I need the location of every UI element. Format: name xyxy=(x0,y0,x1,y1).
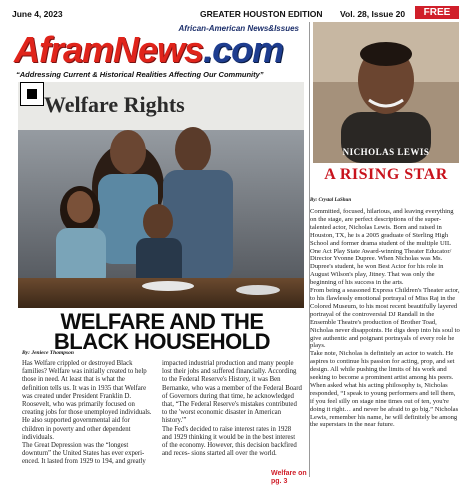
family-photo xyxy=(18,82,304,308)
side-article-body: Committed, focused, hilarious, and leaving everything on the stage, are perfect descriptions of the super-talented actor, Nicholas Lewis. Born and raised in Houston, TX, he is a 2005 graduate of Sterling High School and former drama student of the multiple UIL One Act Play State Award-winning Theater Educator/ Director Yvonne Dupree. When Nicholas was Ms. Dupree's student, he won Best Actor for his role in August Wilson's play, Jitney. That was only the beginning of his success in the arts. From being a seasoned Express Children's Theater actor, to his flawlessly emotional portrayal of Miss Raj in the Colored Museum, to his most recent beautifully layered portrayal of the controversial DJ Randall in the Ensemble Theatre's production of Brother Toad, Nicholas never disappoints. He digs deep into his soul to give authentic and poignant portrayals of every role he plays. Take note, Nicholas is definitely an actor to watch. He aspires to continue his passion for acting, prop, and set design. All while pushing the limits of his work and seeking to become a prominent artist among his peers. When asked what his acting philosophy is, Nicholas responded, “I speak to young performers and tell them, if you feel silly on stage nine times out of ten, you're doing it right… and never be afraid to go big.” Nicholas Lewis, remember his name, he will definitely be among the superstars in the near future. xyxy=(310,208,460,429)
motto: “Addressing Current & Historical Realities Affecting Our Community” xyxy=(16,70,264,79)
issue-date: June 4, 2023 xyxy=(12,9,63,19)
logo[interactable] xyxy=(14,28,283,72)
family-photo-illustration xyxy=(18,82,304,308)
qr-code[interactable] xyxy=(20,82,44,106)
sign-text: Welfare Rights xyxy=(44,92,185,117)
side-headline: A RISING STAR xyxy=(324,166,448,183)
main-article-column-1: Has Welfare crippled or destroyed Black families? Welfare was initially created to help those in need. At least that is what the definition tells us. It was in 1935 that Welfare was created under President Franklin D. Roosevelt, who was primarily focused on creating jobs for those unemployed individuals. He also supported governmental aid for children in poverty and other dependent individuals. The Great Depression was the “longest downturn” the United States has ever experi- enced. It lasted from 1929 to 194, and greatly xyxy=(22,360,152,466)
free-badge: FREE xyxy=(415,6,459,19)
continued-on-link[interactable]: Welfare on pg. 3 xyxy=(271,470,307,485)
main-byline: By: Jeniece Thompson xyxy=(22,350,74,356)
portrait-illustration xyxy=(313,22,459,163)
edition-label: GREATER HOUSTON EDITION xyxy=(200,9,323,19)
side-byline: By: Crystal LaShun xyxy=(310,198,352,203)
top-bar xyxy=(10,6,459,20)
portrait-caption-name: NICHOLAS LEWIS xyxy=(342,147,430,157)
logo-subtitle: African-American News&Issues xyxy=(178,24,299,33)
main-headline-line1: WELFARE AND THE xyxy=(60,309,264,334)
main-article-column-2: impacted industrial production and many people lost their jobs and suffered financially. According to the Federal Reserve's History, it was Ben Bernanke, who was a member of the Federal Board of Governors during that time, he acknowledged that, “The Federal Reserve's mistakes contributed to the 'worst economic disaster in American history.'” The Fed's decided to raise interest rates in 1928 and 1929 thinking it would be in the best interest of the economy. However, this decision backfired and reces- sions started all over the world. xyxy=(162,360,302,458)
volume-label: Vol. 28, Issue 20 xyxy=(340,9,406,19)
main-headline-line2: BLACK HOUSEHOLD xyxy=(53,329,271,354)
qr-code-center xyxy=(27,89,37,99)
portrait-photo xyxy=(313,22,459,163)
masthead xyxy=(10,22,305,72)
logo-part2: .com xyxy=(203,29,284,70)
logo-part1: AframNews xyxy=(14,29,204,70)
